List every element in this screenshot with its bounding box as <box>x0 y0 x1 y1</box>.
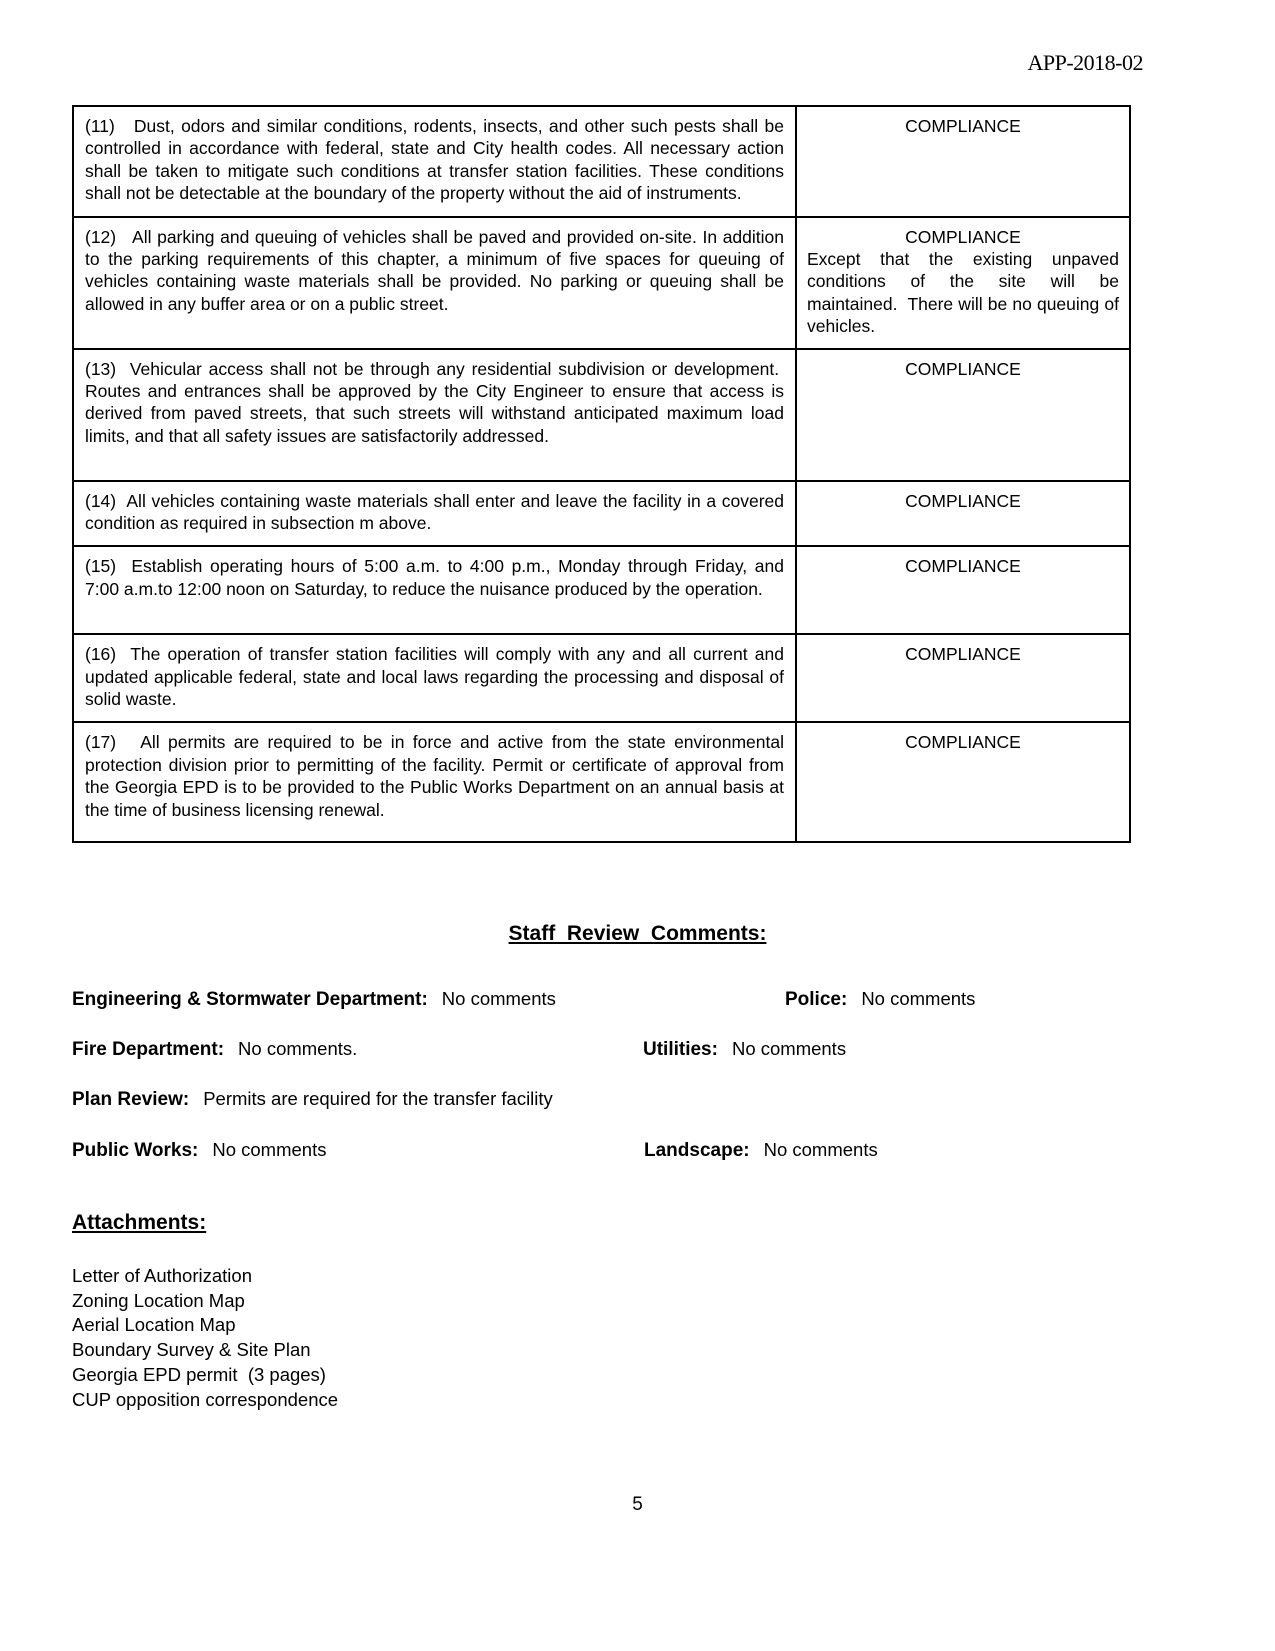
status-label: COMPLIANCE <box>905 226 1021 247</box>
utilities-label: Utilities: <box>643 1039 718 1060</box>
requirement-cell: (12) All parking and queuing of vehicles shall be paved and provided on-site. In addition to the parking requirements of this chapter, a minimum of five spaces for queuing of vehicles containing waste materials shall be provided. No parking or queuing shall be allowed in any buffer area or on a public street. <box>73 217 796 349</box>
landscape-comment-group <box>644 1139 878 1162</box>
status-cell <box>796 481 1130 547</box>
attachments-list <box>72 1264 338 1412</box>
table-row <box>73 349 1130 481</box>
comment-row <box>72 988 1131 1011</box>
staff-review-comments-heading: Staff Review Comments: <box>508 922 767 945</box>
utilities-comment-group <box>643 1038 846 1061</box>
police-comment: No comments <box>861 988 976 1009</box>
requirement-cell: (13) Vehicular access shall not be through any residential subdivision or development. Routes and entrances shall be approved by the City Engineer to ensure that access is derived from paved streets, that such streets will withstand anticipated maximum load limits, and that all safety issues are satisfactorily addressed. <box>73 349 796 481</box>
engineering-stormwater-label: Engineering & Stormwater Department: <box>72 989 428 1010</box>
attachments-heading: Attachments: <box>72 1211 207 1234</box>
table-row <box>73 106 1130 217</box>
status-cell <box>796 546 1130 634</box>
police-label: Police: <box>785 989 848 1010</box>
list-item: Letter of Authorization <box>72 1265 252 1286</box>
status-label: COMPLIANCE <box>905 116 1021 136</box>
utilities-comment: No comments <box>731 1038 847 1059</box>
status-cell <box>796 106 1130 217</box>
landscape-comment: No comments <box>763 1139 878 1160</box>
page-number: 5 <box>632 1494 643 1515</box>
status-cell <box>796 634 1130 722</box>
landscape-label: Landscape: <box>644 1140 750 1161</box>
fire-department-label: Fire Department: <box>72 1039 225 1060</box>
table-row <box>73 217 1130 349</box>
requirement-cell: (14) All vehicles containing waste materials shall enter and leave the facility in a covered condition as required in subsection m above. <box>73 481 796 547</box>
status-label: COMPLIANCE <box>905 358 1021 379</box>
status-label: COMPLIANCE <box>905 732 1021 753</box>
requirement-cell: (16) The operation of transfer station facilities will comply with any and all current and updated applicable federal, state and local laws regarding the processing and disposal of solid waste. <box>73 634 796 722</box>
status-label: COMPLIANCE <box>905 644 1021 665</box>
list-item: Zoning Location Map <box>72 1289 245 1311</box>
status-cell <box>796 722 1130 842</box>
table-row <box>73 546 1130 634</box>
comment-row <box>72 1139 1131 1162</box>
list-item: Georgia EPD permit (3 pages) <box>72 1363 326 1385</box>
comment-row <box>72 1038 1131 1061</box>
table-row <box>73 481 1130 547</box>
plan-review-comment: Permits are required for the transfer facility <box>203 1088 553 1109</box>
list-item: Aerial Location Map <box>72 1314 236 1336</box>
requirement-cell: (15) Establish operating hours of 5:00 a.m. to 4:00 p.m., Monday through Friday, and 7:00 a.m.to 12:00 noon on Saturday, to reduce the nuisance produced by the operation. <box>73 546 796 634</box>
list-item: Boundary Survey & Site Plan <box>72 1339 311 1361</box>
status-cell <box>796 217 1130 349</box>
list-item: CUP opposition correspondence <box>72 1388 339 1410</box>
public-works-comment: No comments <box>212 1139 327 1160</box>
compliance-table <box>72 105 1131 843</box>
plan-review-label: Plan Review: <box>72 1089 190 1110</box>
police-comment-group <box>785 988 975 1011</box>
status-label: COMPLIANCE <box>905 556 1021 577</box>
requirement-cell: (11) Dust, odors and similar conditions, rodents, insects, and other such pests shall be controlled in accordance with federal, state and City health codes. All necessary action shall be taken to mitigate such conditions at transfer station facilities. These conditions shall not be detectable at the boundary of the property without the aid of instruments. <box>73 106 796 217</box>
table-row <box>73 634 1130 722</box>
engineering-stormwater-comment: No comments <box>441 988 556 1009</box>
status-cell <box>796 349 1130 481</box>
document-reference: APP-2018-02 <box>1027 50 1143 75</box>
status-note: Except that the existing unpaved conditions of the site will be maintained. There will be no queuing of vehicles. <box>807 248 1119 337</box>
comment-row <box>72 1088 1131 1111</box>
requirement-cell: (17) All permits are required to be in force and active from the state environmental protection division prior to permitting of the facility. Permit or certificate of approval from the Georgia EPD is to be provided to the Public Works Department on an annual basis at the time of business licensing renewal. <box>73 722 796 842</box>
table-row <box>73 722 1130 842</box>
status-label: COMPLIANCE <box>905 490 1021 511</box>
fire-department-comment: No comments. <box>238 1038 358 1059</box>
public-works-label: Public Works: <box>72 1140 199 1161</box>
